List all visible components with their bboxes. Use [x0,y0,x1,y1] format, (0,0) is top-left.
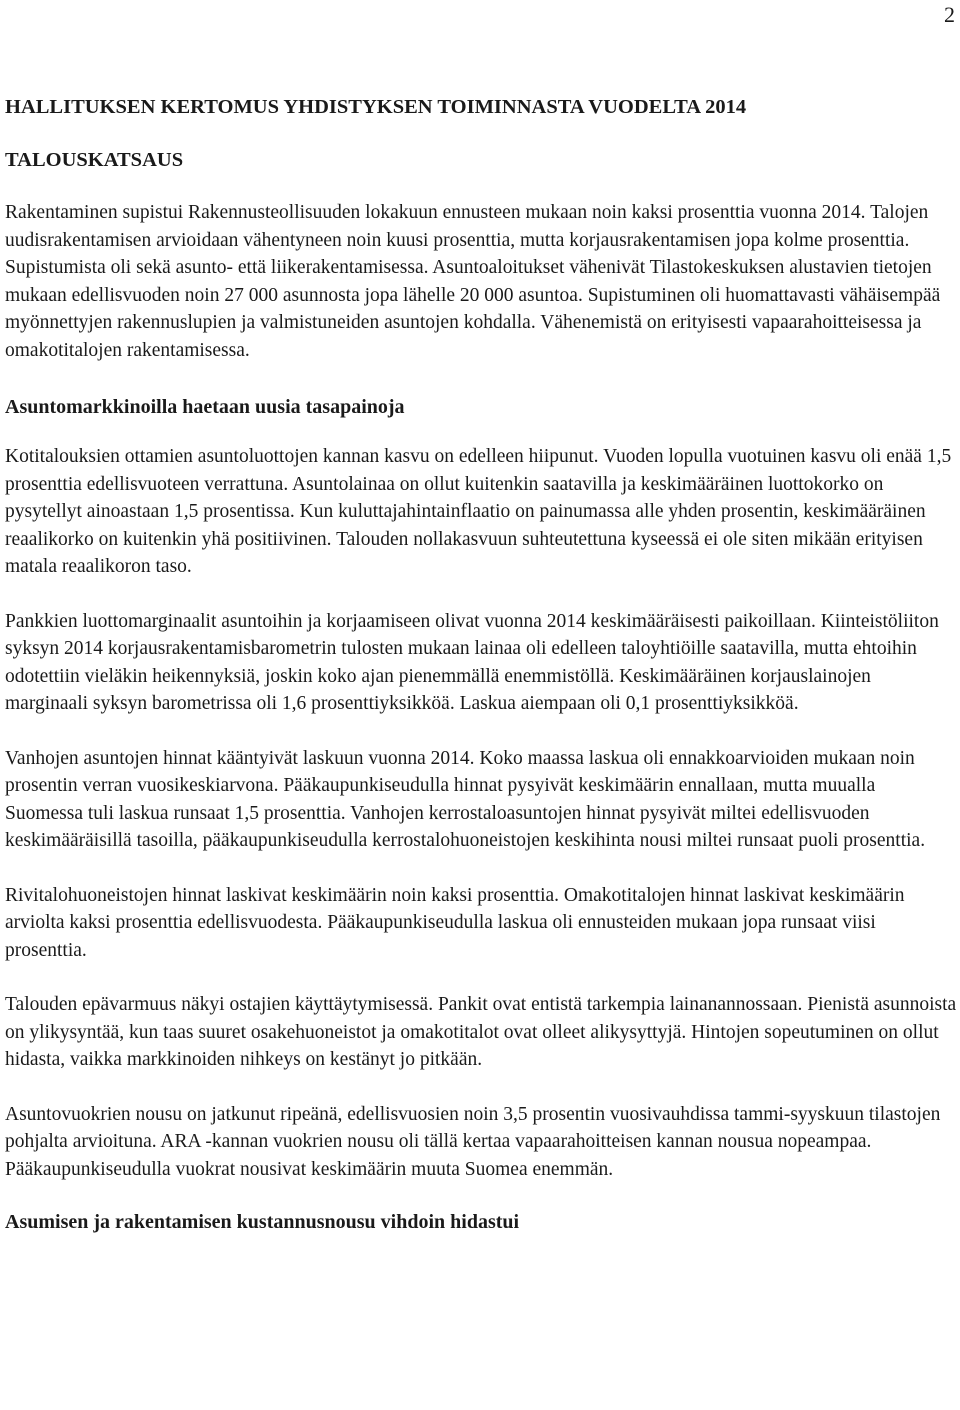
page-number: 2 [944,2,955,27]
section-title: TALOUSKATSAUS [5,149,184,171]
paragraph-economic-uncertainty: Talouden epävarmuus näkyi ostajien käyttäytymisessä. Pankit ovat entistä tarkempia lainanannossaan. Pienistä asunnoista on ylikysyntää, kun taas suuret osakehuoneistot ja omakotitalot ovat olleet alikysyttyjä. Hintojen sopeutuminen on ollut hidasta, vaikka markkinoiden nihkeys on kestänyt jo pitkään. [5,994,957,1070]
document-body [5,92,957,1237]
paragraph-housing-loans: Kotitalouksien ottamien asuntoluottojen kannan kasvu on edelleen hiipunut. Vuoden lopulla vuotuinen kasvu oli enää 1,5 prosenttia edellisvuoteen verrattuna. Asuntolainaa on ollut kuitenkin saatavilla ja keskimääräinen luottokorko on pysytellyt ainoastaan 1,5 prosentissa. Kun kuluttajahintainflaatio on painumassa alle yhden prosentin, keskimääräinen reaalikorko on kuitenkin yhä positiivinen. Talouden nollakasvuun suhteutettuna kyseessä ei ole siten mikään erityisen matala reaalikoron taso. [5,446,952,577]
paragraph-loan-margins: Pankkien luottomarginaalit asuntoihin ja korjaamiseen olivat vuonna 2014 keskimääräisesti paikoillaan. Kiinteistöliiton syksyn 2014 korjausrakentamisbarometrin tulosten mukaan lainaa oli edelleen taloyhtiöille saatavilla, mutta ehtoihin odotettiin vieläkin heikennyksiä, joskin koko ajan pienemmällä enemmistöllä. Keskimääräinen korjauslainojen marginaali syksyn barometrissa oli 1,6 prosenttiyksikköä. Laskua aiempaan oli 0,1 prosenttiyksikköä. [5,610,939,714]
subheading-construction-costs: Asumisen ja rakentamisen kustannusnousu vihdoin hidastui [5,1211,520,1233]
document-title: HALLITUKSEN KERTOMUS YHDISTYKSEN TOIMINNASTA VUODELTA 2014 [5,96,747,118]
paragraph-old-housing-prices: Vanhojen asuntojen hinnat kääntyivät laskuun vuonna 2014. Koko maassa laskua oli ennakkoarvioiden mukaan noin prosentin verran vuosikeskiarvona. Pääkaupunkiseudulla hinnat pysyivät keskimäärin ennallaan, mutta muualla Suomessa tuli laskua runsaat 1,5 prosenttia. Vanhojen kerrostaloasuntojen hinnat pysyivät miltei edellisvuoden keskimääräisillä tasoilla, pääkaupunkiseudulla kerrostalohuoneistojen keskihinta nousi miltei runsaat puoli prosenttia. [5,747,926,851]
paragraph-row-house-prices: Rivitalohuoneistojen hinnat laskivat keskimäärin noin kaksi prosenttia. Omakotitalojen hinnat laskivat keskimäärin arviolta kaksi prosenttia edellisvuodesta. Pääkaupunkiseudulla laskua oli ennusteiden mukaan jopa runsaat viisi prosenttia. [5,884,905,961]
paragraph-rents: Asuntovuokrien nousu on jatkunut ripeänä, edellisvuosien noin 3,5 prosentin vuosivauhdissa tammi-syyskuun tilastojen pohjalta arvioituna. ARA -kannan vuokrien nousu oli tällä kertaa vapaarahoitteisen kannan nousua nopeampaa. Pääkaupunkiseudulla vuokrat nousivat keskimäärin muuta Suomea enemmän. [5,1103,941,1180]
paragraph-construction: Rakentaminen supistui Rakennusteollisuuden lokakuun ennusteen mukaan noin kaksi prosenttia vuonna 2014. Talojen uudisrakentamisen arvioidaan vähentyneen noin kuusi prosenttia, mutta korjausrakentamisen jopa kolme prosenttia. Supistumista oli sekä asunto- että liikerakentamisessa. Asuntoaloitukset vähenivät Tilastokeskuksen alustavien tietojen mukaan edellisvuoden noin 27 000 asunnosta jopa lähelle 20 000 asuntoa. Supistuminen oli huomattavasti vähäisempää myönnettyjen rakennuslupien ja valmistuneiden asuntojen kohdalla. Vähenemistä on erityisesti vapaarahoitteisessa ja omakotitalojen rakentamisessa. [5,202,941,361]
subheading-housing-market: Asuntomarkkinoilla haetaan uusia tasapainoja [5,396,405,418]
